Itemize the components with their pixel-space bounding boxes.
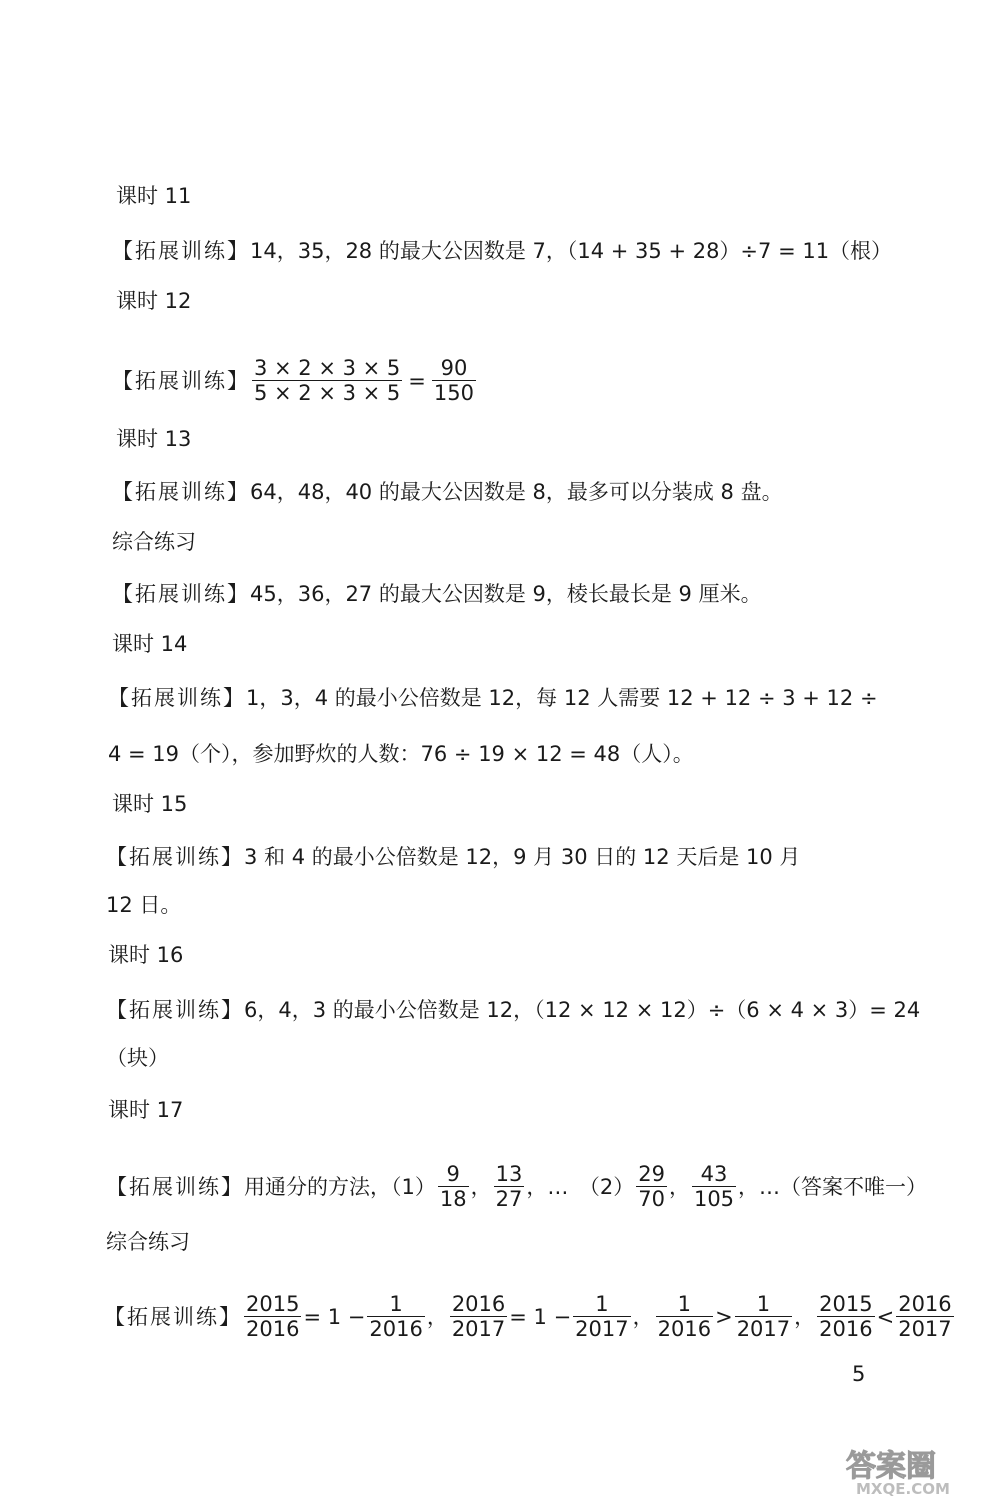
fraction: $\frac{13}{27}$ bbox=[495, 1162, 523, 1211]
lesson-16-answer-line1 bbox=[106, 996, 920, 1024]
review-2-heading: 综合练习 bbox=[106, 1230, 190, 1254]
page-number: 5 bbox=[852, 1362, 866, 1386]
answer-text: ，… （2） bbox=[526, 1174, 635, 1199]
answer-text: 64，48，40 的最大公因数是 8，最多可以分装成 8 盘。 bbox=[250, 480, 783, 504]
fraction: $\frac{2016}{2017}$ bbox=[451, 1292, 506, 1341]
answer-text: 用通分的方法，（1） bbox=[244, 1174, 436, 1199]
lesson-17-answer bbox=[106, 1162, 927, 1211]
extension-tag: 【拓展训练】 bbox=[108, 686, 246, 710]
answer-text: 1，3，4 的最小公倍数是 12，每 12 人需要 12 + 12 ÷ 3 + 12 ÷ bbox=[246, 686, 878, 710]
lesson-15-answer-line2: 12 日。 bbox=[106, 893, 182, 917]
lesson-13-answer bbox=[112, 478, 783, 506]
watermark-logo bbox=[842, 1442, 992, 1498]
lesson-12-answer bbox=[112, 356, 478, 405]
comma: ， bbox=[426, 1304, 448, 1329]
comma: ， bbox=[470, 1174, 492, 1199]
fraction: $\frac{2015}{2016}$ bbox=[819, 1292, 873, 1341]
extension-tag: 【拓展训练】 bbox=[106, 1174, 244, 1199]
lesson-16-answer-line2: （块） bbox=[106, 1046, 169, 1070]
extension-tag: 【拓展训练】 bbox=[106, 845, 244, 869]
watermark-logo-icon bbox=[842, 1442, 992, 1498]
review-1-heading: 综合练习 bbox=[112, 530, 196, 554]
lesson-17-heading: 课时 17 bbox=[108, 1098, 184, 1122]
answer-text: 6，4，3 的最小公倍数是 12，（12 × 12 × 12）÷（6 × 4 × 3）= 24 bbox=[244, 998, 921, 1022]
lesson-14-answer-line2: 4 = 19（个），参加野炊的人数：76 ÷ 19 × 12 = 48（人）。 bbox=[108, 742, 694, 766]
lesson-15-heading: 课时 15 bbox=[112, 792, 188, 816]
lesson-12-heading: 课时 12 bbox=[116, 289, 192, 313]
comma: ， bbox=[668, 1174, 690, 1199]
greater-than-sign: > bbox=[715, 1304, 733, 1329]
fraction: $\frac{9}{18}$ bbox=[439, 1162, 467, 1211]
extension-tag: 【拓展训练】 bbox=[112, 480, 250, 504]
fraction: $\frac{90}{150}$ bbox=[433, 356, 474, 405]
lesson-15-answer-line1 bbox=[106, 843, 800, 871]
lesson-16-heading: 课时 16 bbox=[108, 943, 184, 967]
comma: ， bbox=[794, 1304, 816, 1329]
answer-text: 14，35，28 的最大公因数是 7，（14 + 35 + 28）÷7 = 11（根） bbox=[250, 239, 893, 263]
extension-tag: 【拓展训练】 bbox=[106, 998, 244, 1022]
comma: ， bbox=[632, 1304, 654, 1329]
less-than-sign: < bbox=[876, 1304, 895, 1329]
fraction: $\frac{1}{2016}$ bbox=[657, 1292, 712, 1341]
fraction: $\frac{3 \times 2 \times 3 \times 5}{5 \times 2 \times 3 \times 5}$ bbox=[254, 356, 401, 405]
answer-text: ，…（答案不唯一） bbox=[738, 1174, 928, 1199]
fraction: $\frac{43}{105}$ bbox=[693, 1162, 735, 1211]
review-2-answer bbox=[104, 1292, 956, 1341]
extension-tag: 【拓展训练】 bbox=[112, 239, 250, 263]
answer-text: 45，36，27 的最大公因数是 9，棱长最长是 9 厘米。 bbox=[250, 582, 762, 606]
equals-sign: = bbox=[408, 368, 426, 393]
lesson-14-heading: 课时 14 bbox=[112, 632, 188, 656]
fraction: $\frac{1}{2016}$ bbox=[369, 1292, 423, 1341]
fraction: $\frac{29}{70}$ bbox=[638, 1162, 665, 1211]
lesson-14-answer-line1 bbox=[108, 684, 878, 712]
watermark-url: MXQE.COM bbox=[856, 1480, 950, 1498]
fraction: $\frac{2016}{2017}$ bbox=[898, 1292, 952, 1341]
equals-one-minus: = 1 − bbox=[303, 1304, 366, 1329]
review-1-answer bbox=[112, 580, 762, 608]
extension-tag: 【拓展训练】 bbox=[104, 1304, 242, 1329]
equals-one-minus: = 1 − bbox=[509, 1304, 572, 1329]
answer-text: 3 和 4 的最小公倍数是 12，9 月 30 日的 12 天后是 10 月 bbox=[244, 845, 801, 869]
extension-tag: 【拓展训练】 bbox=[112, 582, 250, 606]
fraction: $\frac{2015}{2016}$ bbox=[246, 1292, 300, 1341]
lesson-11-answer bbox=[112, 237, 892, 265]
lesson-11-heading: 课时 11 bbox=[116, 184, 192, 208]
lesson-13-heading: 课时 13 bbox=[116, 427, 192, 451]
fraction: $\frac{1}{2017}$ bbox=[736, 1292, 791, 1341]
extension-tag: 【拓展训练】 bbox=[112, 368, 250, 393]
fraction: $\frac{1}{2017}$ bbox=[575, 1292, 629, 1341]
watermark-text: 答案圈 bbox=[846, 1449, 936, 1484]
